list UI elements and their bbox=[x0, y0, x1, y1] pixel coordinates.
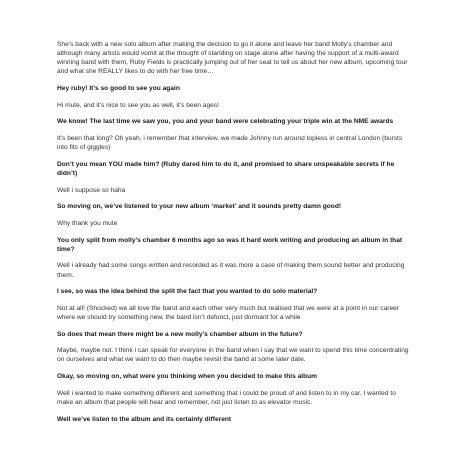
question-1: Hey ruby! It’s so good to see you again bbox=[57, 84, 180, 92]
answer-4: Why thank you mute bbox=[57, 219, 118, 227]
intro-paragraph: She’s back with a new solo album after making the decision to go it alone and leave her band Molly’s chamber and although many artists would vomit at the thought of standing on stage alone after having the support of a multi-award winning band with them, Ruby Fields is practically jumping out of her seat to tell us about her new album, upcoming tour and what she REALLY likes to do with her free time… bbox=[57, 41, 408, 76]
question-2: We know! The last time we saw you, you and your band were celebrating your triple win at the NME awards bbox=[57, 118, 394, 126]
question-7: So does that mean there might be a new molly’s chamber album in the future? bbox=[57, 330, 303, 338]
question-6: I see, so was the idea behind the split the fact that you wanted to do solo material? bbox=[57, 288, 318, 296]
answer-2: It’s been that long? Oh yeah, i remember that interview, we made Johnny run around topless in central London (bursts into fits of giggles) bbox=[57, 135, 403, 152]
answer-6: Not at all! (Shocked) we all love the band and each other very much but realised that we were at a point in our career where we should try something new, the band isn’t defunct, just dormant for a while bbox=[57, 304, 400, 321]
question-9: Well we’ve listen to the album and its certainly different bbox=[57, 415, 232, 423]
answer-1: Hi mute, and it’s nice to see you as well, it’s been ages! bbox=[57, 101, 219, 109]
answer-5: Well i already had some songs written and recorded as it was more a case of making them sound better and producing them. bbox=[57, 262, 405, 279]
question-8: Okay, so moving on, what were you thinking when you decided to make this album bbox=[57, 373, 318, 381]
answer-8: Well i wanted to make something different and something that i could be proud of and listen to in my car. I wanted to make an album that people will hear and remember, not just listen to as elevator music. bbox=[57, 389, 396, 406]
answer-3: Well i suppose so haha bbox=[57, 186, 126, 194]
answer-7: Maybe, maybe not. I think i can speak for everyone in the band when i say that we want to spend this time concentrating on ourselves and what we want to do then maybe revisit the band at some later date. bbox=[57, 347, 409, 364]
question-5: You only split from molly’s chamber 6 months ago so was it hard work writing and producing an album in that time? bbox=[57, 236, 403, 253]
question-3: Don’t you mean YOU made him? (Ruby dared him to do it, and promised to share unspeakable secrets if he didn’t) bbox=[57, 160, 395, 177]
paragraph-gap bbox=[57, 76, 409, 84]
question-4: So moving on, we’ve listened to your new album ‘market’ and it sounds pretty damn good! bbox=[57, 203, 342, 211]
